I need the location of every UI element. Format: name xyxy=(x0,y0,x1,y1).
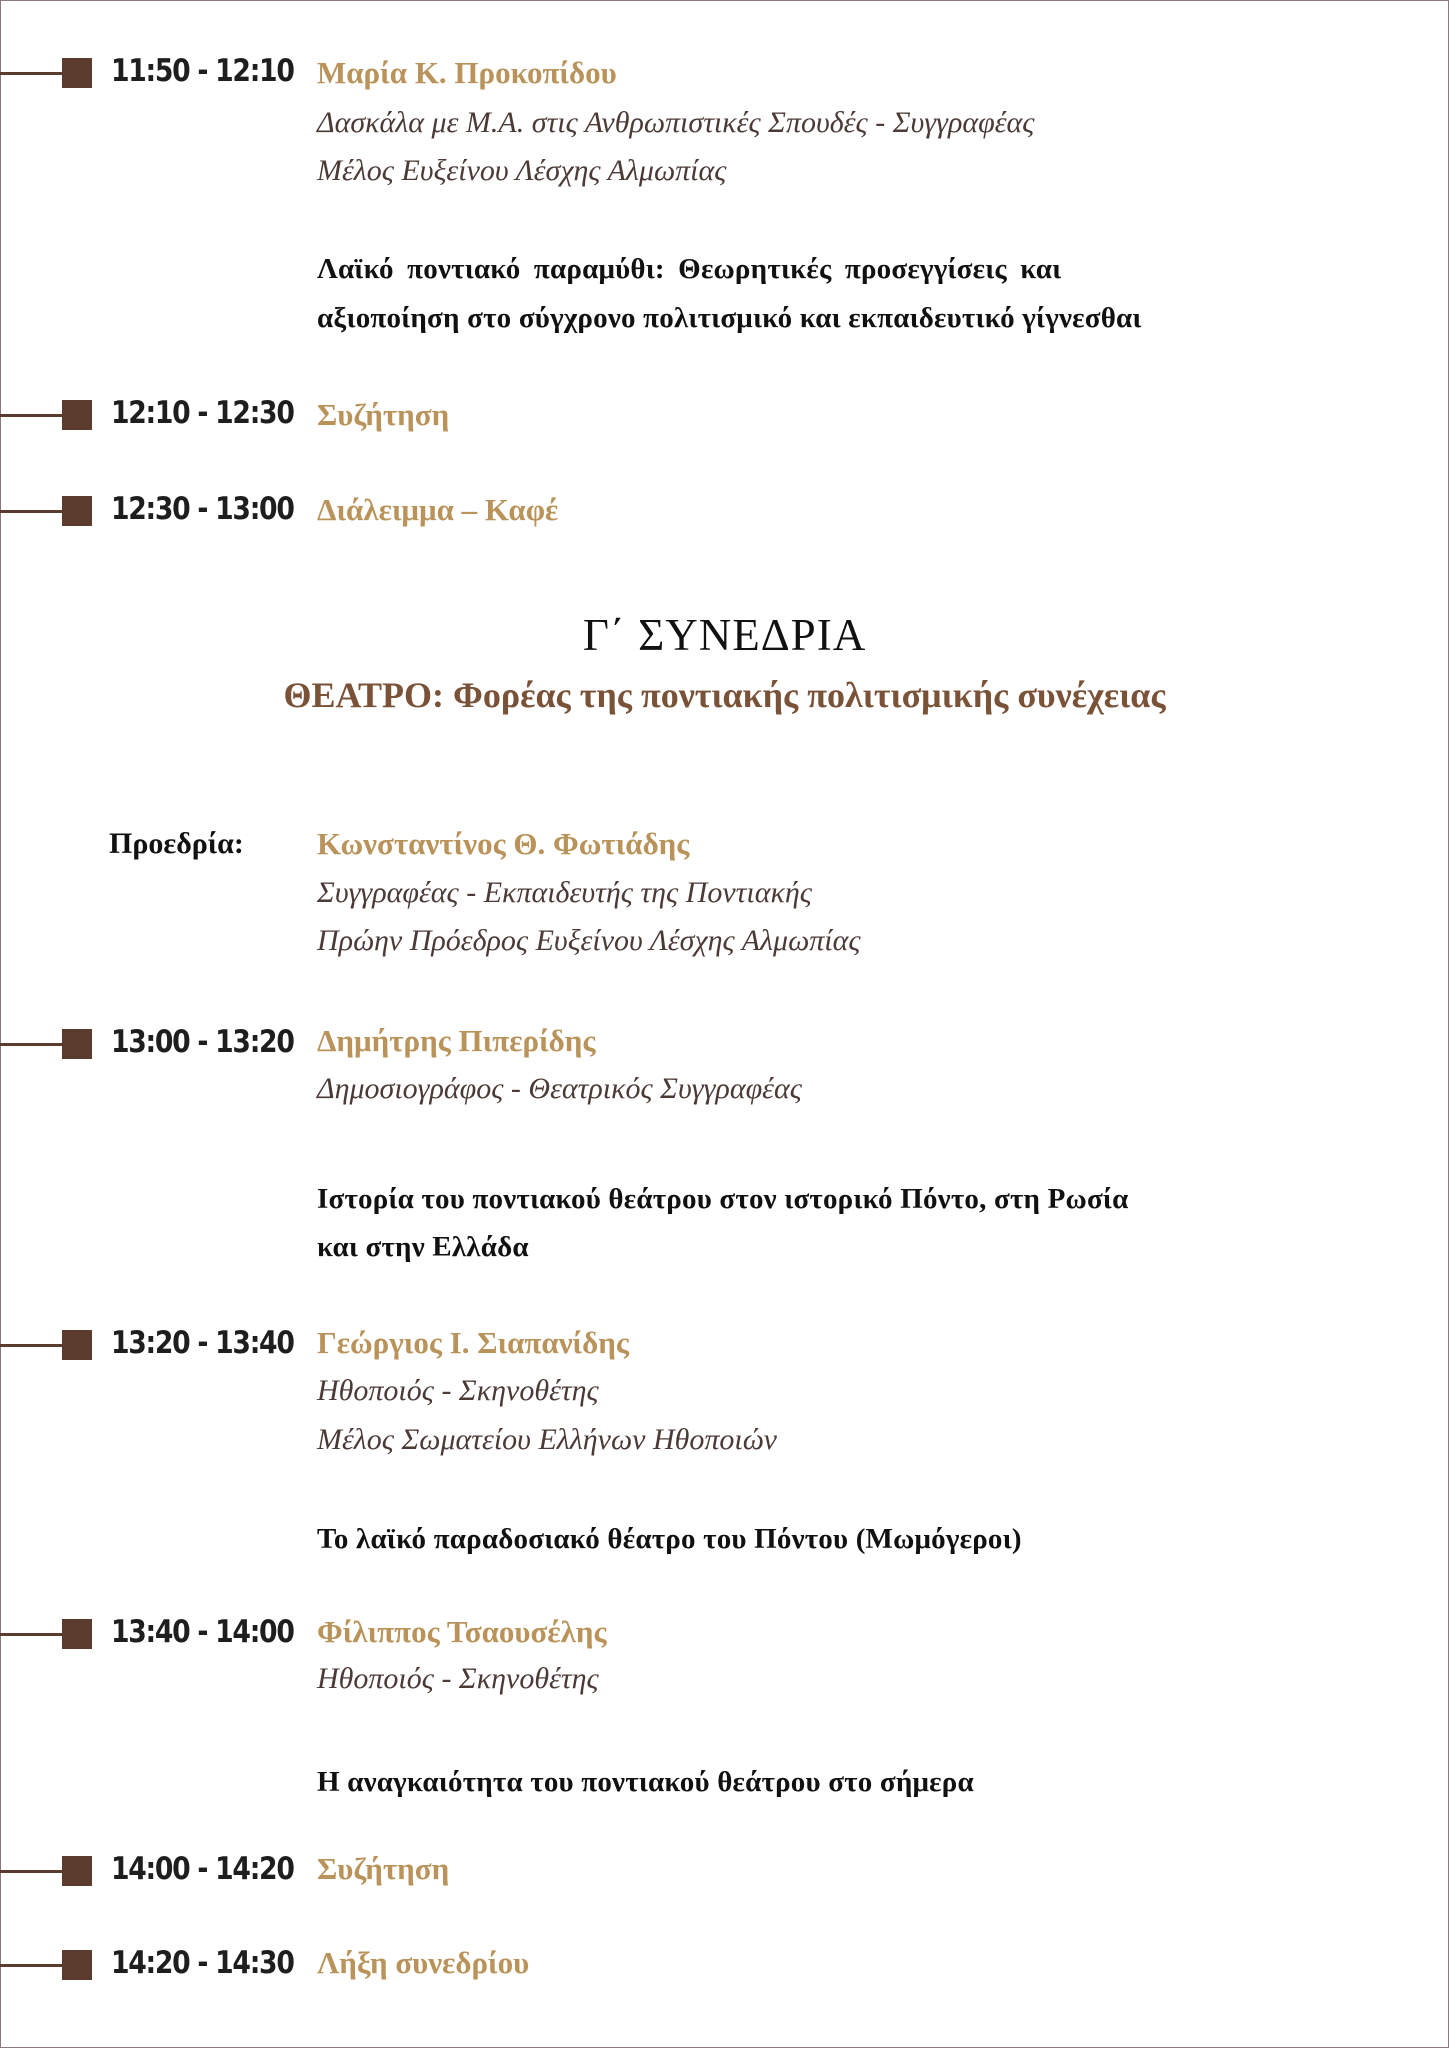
timeline-marker xyxy=(0,496,95,526)
chair-role: Συγγραφέας - Εκπαιδευτής της Ποντιακής xyxy=(317,876,812,909)
discussion-label: Συζήτηση xyxy=(317,397,450,432)
time-slot: 13:40 - 14:00 xyxy=(111,1614,294,1650)
timeline-marker xyxy=(0,58,95,88)
time-slot: 14:20 - 14:30 xyxy=(111,1945,294,1981)
speaker-affiliation: Μέλος Ευξείνου Λέσχης Αλμωπίας xyxy=(317,154,727,187)
discussion-label: Συζήτηση xyxy=(317,1851,450,1886)
speaker-name: Δημήτρης Πιπερίδης xyxy=(317,1023,596,1058)
time-slot: 13:00 - 13:20 xyxy=(111,1024,294,1060)
timeline-marker xyxy=(0,1029,95,1059)
speaker-role: Ηθοποιός - Σκηνοθέτης xyxy=(317,1374,599,1407)
time-slot: 12:10 - 12:30 xyxy=(111,395,294,431)
speaker-name: Φίλιππος Τσαουσέλης xyxy=(317,1614,607,1649)
timeline-marker xyxy=(0,400,95,430)
speaker-role: Δημοσιογράφος - Θεατρικός Συγγραφέας xyxy=(317,1072,802,1105)
talk-title-continued: και στην Ελλάδα xyxy=(317,1231,529,1263)
talk-title: Η αναγκαιότητα του ποντιακού θεάτρου στο σήμερα xyxy=(317,1766,974,1798)
speaker-affiliation: Μέλος Σωματείου Ελλήνων Ηθοποιών xyxy=(317,1423,777,1456)
timeline-marker xyxy=(0,1330,95,1360)
chair-name: Κωνσταντίνος Θ. Φωτιάδης xyxy=(317,826,690,861)
speaker-name: Γεώργιος Ι. Σιαπανίδης xyxy=(317,1325,629,1360)
speaker-role: Ηθοποιός - Σκηνοθέτης xyxy=(317,1662,599,1695)
speaker-name: Μαρία Κ. Προκοπίδου xyxy=(317,55,617,90)
chair-label: Προεδρία: xyxy=(109,827,244,860)
time-slot: 14:00 - 14:20 xyxy=(111,1851,294,1887)
time-slot: 12:30 - 13:00 xyxy=(111,491,294,527)
time-slot: 11:50 - 12:10 xyxy=(111,53,294,89)
closing-label: Λήξη συνεδρίου xyxy=(317,1945,530,1980)
timeline-marker xyxy=(0,1856,95,1886)
break-label: Διάλειμμα – Καφέ xyxy=(317,492,559,527)
time-slot: 13:20 - 13:40 xyxy=(111,1325,294,1361)
talk-title: Το λαϊκό παραδοσιακό θέατρο του Πόντου (Μωμόγεροι) xyxy=(317,1523,1022,1555)
talk-title-continued: αξιοποίηση στο σύγχρονο πολιτισμικό και εκπαιδευτικό γίγνεσθαι xyxy=(317,302,1142,334)
timeline-marker xyxy=(0,1950,95,1980)
session-title: Γ΄ ΣΥΝΕΔΡΙΑ xyxy=(582,610,867,660)
talk-title: Ιστορία του ποντιακού θεάτρου στον ιστορικό Πόντο, στη Ρωσία xyxy=(317,1183,1129,1215)
chair-affiliation: Πρώην Πρόεδρος Ευξείνου Λέσχης Αλμωπίας xyxy=(317,924,861,957)
talk-title: Λαϊκό ποντιακό παραμύθι: Θεωρητικές προσεγγίσεις και xyxy=(317,253,1062,285)
speaker-role: Δασκάλα με Μ.Α. στις Ανθρωπιστικές Σπουδές - Συγγραφέας xyxy=(317,106,1035,139)
timeline-marker xyxy=(0,1619,95,1649)
session-subtitle: ΘΕΑΤΡΟ: Φορέας της ποντιακής πολιτισμικής συνέχειας xyxy=(283,675,1166,715)
